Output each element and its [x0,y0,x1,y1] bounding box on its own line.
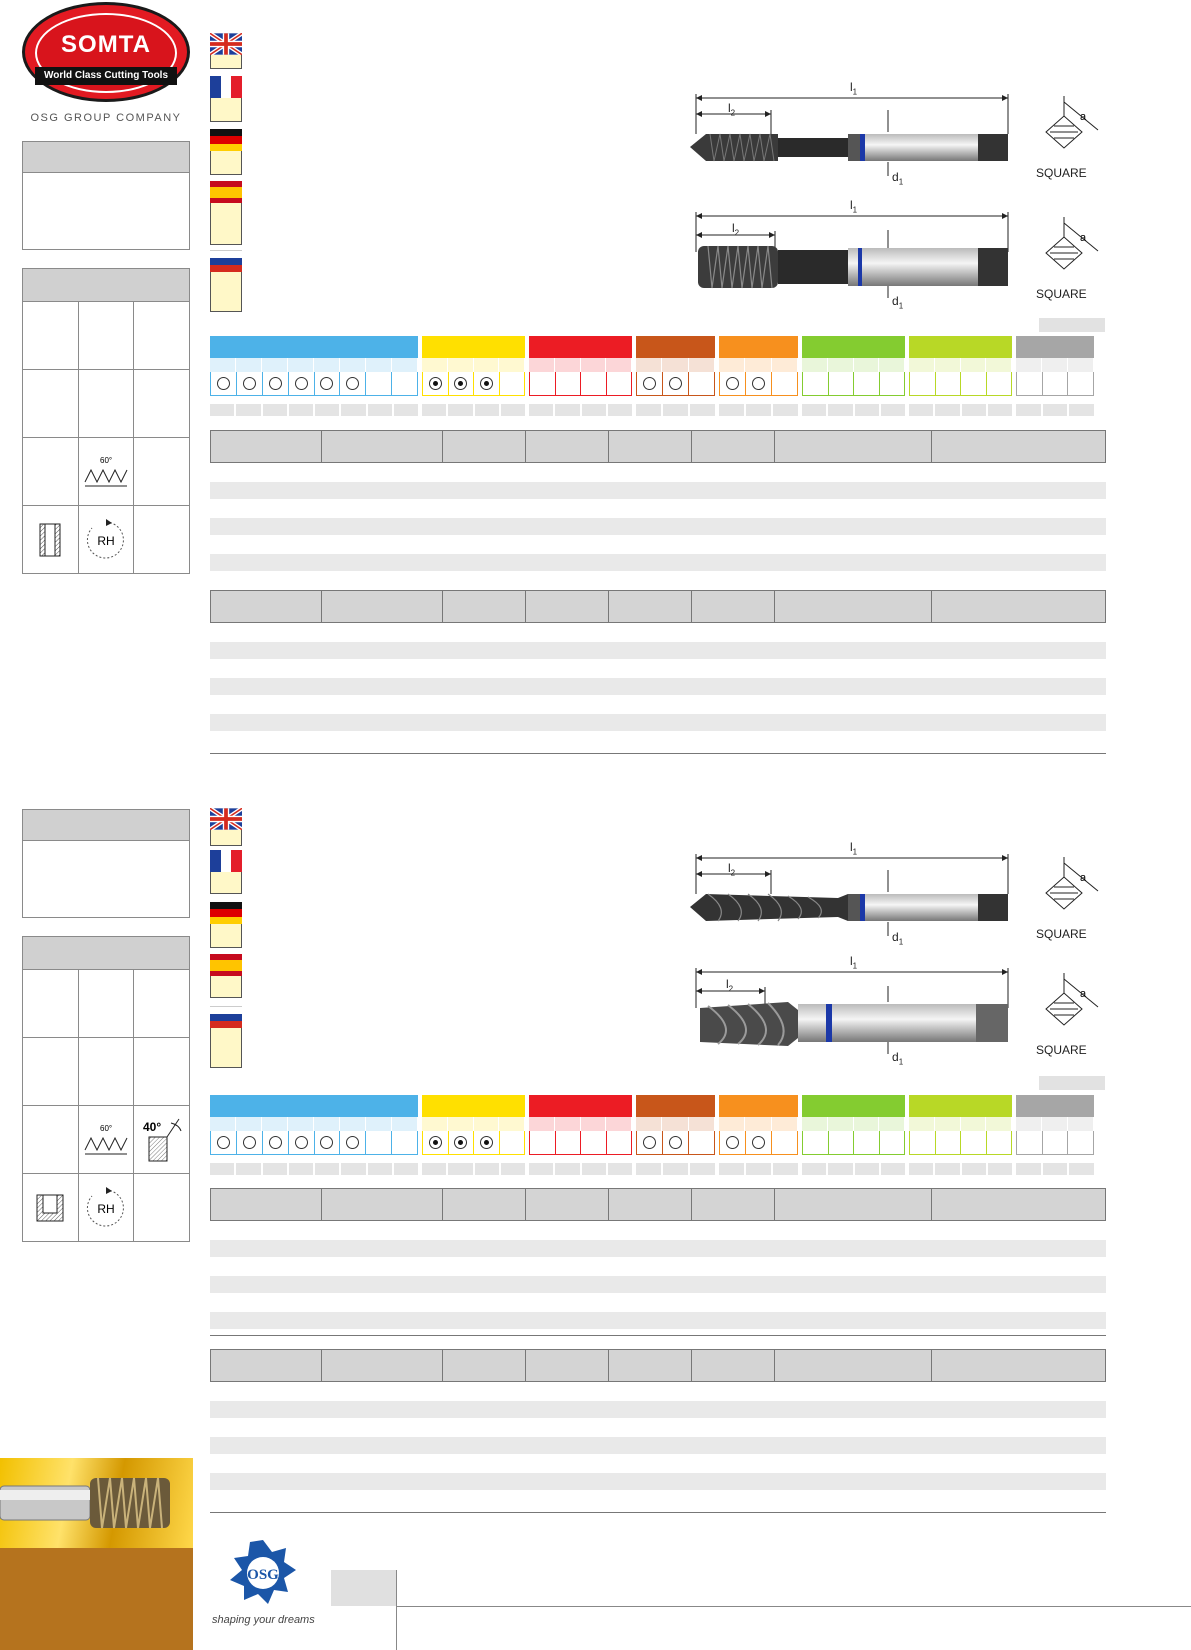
data-table-2a [210,1188,1106,1329]
material-cell [719,1131,746,1155]
de-flag-icon [210,902,242,924]
material-cell [909,372,936,396]
material-cell [746,372,772,396]
group-company-label: OSG GROUP COMPANY [30,112,182,124]
uk-flag-icon [210,33,242,55]
material-cell [689,372,715,396]
spec-grid-1 [22,268,190,574]
suitable-circle-icon [295,377,308,390]
flag-de [210,129,242,175]
material-group [802,1095,905,1175]
material-cell [854,372,880,396]
table-row [210,714,1106,731]
material-group [636,1095,715,1175]
material-cell [772,1131,798,1155]
svg-text:a: a [1080,988,1087,1000]
es-flag-icon [210,181,242,203]
square-drive-icon-3: a SQUARE [1036,853,1116,943]
square-drive-icon-4: a SQUARE [1036,969,1116,1059]
table-row [210,1437,1106,1454]
material-cell [210,1131,237,1155]
through-hole-icon [23,506,79,573]
material-suitability-table-2 [210,1095,1106,1175]
material-group [909,1095,1012,1175]
section-divider [210,753,1106,754]
material-cell [556,372,582,396]
material-cell [1068,1131,1094,1155]
material-cell [663,1131,689,1155]
fr-flag-icon [210,850,242,872]
material-group [719,336,798,416]
material-group [1016,336,1094,416]
material-group [1016,1095,1094,1175]
material-cell [636,372,663,396]
material-group [529,1095,632,1175]
material-cell [880,372,906,396]
material-cell [1043,372,1069,396]
helix-angle-icon [134,1106,189,1173]
material-cell [829,372,855,396]
table-divider [210,1335,1106,1336]
material-cell [829,1131,855,1155]
recommended-circle-icon [480,1136,493,1149]
material-cell [1016,372,1043,396]
table-row [210,1401,1106,1418]
material-cell [987,1131,1013,1155]
spiral-flute-tap-drawing: $l_1$ $l_2$ $d_1$ [688,844,1112,954]
flag-fr [210,76,242,122]
table-row [210,642,1106,659]
material-cell [581,372,607,396]
material-cell [689,1131,715,1155]
footer-color-block [0,1548,193,1650]
suitable-circle-icon [243,377,256,390]
flag-ru [210,250,242,312]
svg-text:OSG: OSG [247,1567,279,1583]
table-row [210,554,1106,571]
table-row [210,678,1106,695]
material-group [802,336,905,416]
recommended-circle-icon [429,1136,442,1149]
table-header [210,1188,1106,1221]
flag-es [210,181,242,245]
material-cell [392,1131,418,1155]
material-cell [449,372,475,396]
material-cell [1043,1131,1069,1155]
material-cell [263,372,289,396]
flag-es [210,954,242,998]
material-cell [581,1131,607,1155]
table-row [210,1276,1106,1293]
svg-text:60°: 60° [100,455,113,465]
suitable-circle-icon [269,377,282,390]
logo-tagline: World Class Cutting Tools [35,67,177,85]
table-header [210,430,1106,463]
material-cell [289,372,315,396]
suitable-circle-icon [643,377,656,390]
suitable-circle-icon [726,377,739,390]
thread-60-icon [79,1106,135,1173]
material-cell [474,1131,500,1155]
suitable-circle-icon [346,377,359,390]
material-cell [237,372,263,396]
square-drive-icon: a SQUARE [1036,92,1116,182]
material-cell [500,1131,526,1155]
suitable-circle-icon [752,377,765,390]
recommended-circle-icon [454,1136,467,1149]
table-row [210,1473,1106,1490]
svg-text:a: a [1080,111,1087,123]
material-cell [1016,1131,1043,1155]
svg-text:40°: 40° [142,1119,161,1134]
section-divider [210,1512,1106,1513]
blind-hole-icon [23,1174,79,1241]
flag-en [210,808,242,846]
data-table-2b [210,1349,1106,1490]
logo-name: SOMTA [61,31,151,58]
ru-flag-icon [210,1006,242,1028]
suitable-circle-icon [346,1136,359,1149]
table-row [210,518,1106,535]
fr-flag-icon [210,76,242,98]
material-cell [987,372,1013,396]
material-cell [961,1131,987,1155]
svg-text:RH: RH [97,533,115,548]
material-cell [529,372,556,396]
material-cell [210,372,237,396]
suitable-circle-icon [669,1136,682,1149]
material-cell [315,372,341,396]
material-cell [936,372,962,396]
svg-text:a: a [1080,232,1087,244]
thread-60-icon [79,438,135,505]
material-group [529,336,632,416]
suitable-circle-icon [217,1136,230,1149]
somta-logo [22,2,190,102]
material-cell [746,1131,772,1155]
material-cell [607,372,633,396]
material-cell [340,372,366,396]
suitable-circle-icon [320,1136,333,1149]
flag-fr [210,850,242,894]
material-cell [340,1131,366,1155]
table-row [210,1240,1106,1257]
material-cell [880,1131,906,1155]
flag-ru [210,1006,242,1068]
data-table-1b [210,590,1106,731]
material-cell [556,1131,582,1155]
table-header [210,1349,1106,1382]
material-group [422,336,525,416]
suitable-circle-icon [295,1136,308,1149]
straight-flute-tap-drawing: $l_1$ $l_2$ $d_1$ [688,84,1112,194]
data-table-1a [210,430,1106,571]
rh-rotation-icon [79,506,135,573]
recommended-circle-icon [429,377,442,390]
material-cell [772,372,798,396]
material-group [719,1095,798,1175]
spec-grid-2 [22,936,190,1242]
table-header [210,590,1106,623]
material-cell [315,1131,341,1155]
de-flag-icon [210,129,242,151]
material-cell [237,1131,263,1155]
es-flag-icon [210,954,242,976]
suitable-circle-icon [643,1136,656,1149]
material-cell [1068,372,1094,396]
material-cell [854,1131,880,1155]
suitable-circle-icon [243,1136,256,1149]
material-cell [449,1131,475,1155]
recommended-circle-icon [454,377,467,390]
material-group [636,336,715,416]
uk-flag-icon [210,808,242,830]
material-cell [422,1131,449,1155]
material-cell [289,1131,315,1155]
material-cell [366,1131,392,1155]
spiral-flute-tap-photo: $l_1$ $l_2$ $d_1$ [688,958,1112,1068]
flag-de [210,902,242,948]
material-cell [500,372,526,396]
svg-text:60°: 60° [100,1123,113,1133]
square-drive-icon-2: a SQUARE [1036,213,1116,303]
suitable-circle-icon [726,1136,739,1149]
ru-flag-icon [210,250,242,272]
suitable-circle-icon [752,1136,765,1149]
suitable-circle-icon [217,377,230,390]
suitable-circle-icon [269,1136,282,1149]
table-row [210,482,1106,499]
material-cell [366,372,392,396]
svg-text:a: a [1080,872,1087,884]
suitable-circle-icon [669,377,682,390]
material-cell [422,372,449,396]
page-number-box [331,1570,397,1606]
material-cell [909,1131,936,1155]
material-cell [802,372,829,396]
tap-product-photo [0,1458,193,1548]
table-row [210,1312,1106,1329]
product-info-box-2 [22,809,190,918]
material-cell [607,1131,633,1155]
material-cell [636,1131,663,1155]
material-cell [802,1131,829,1155]
material-group [422,1095,525,1175]
material-cell [474,372,500,396]
suitable-circle-icon [320,377,333,390]
recommended-circle-icon [480,377,493,390]
material-cell [663,372,689,396]
product-info-box-1 [22,141,190,250]
flag-en [210,33,242,69]
svg-text:RH: RH [97,1201,115,1216]
material-cell [263,1131,289,1155]
rh-rotation-icon [79,1174,135,1241]
material-cell [719,372,746,396]
material-cell [392,372,418,396]
material-cell [961,372,987,396]
material-group [909,336,1012,416]
material-suitability-table-1 [210,336,1106,416]
straight-flute-tap-photo: $l_1$ $l_2$ $d_1$ [688,202,1112,312]
material-cell [529,1131,556,1155]
footer-tagline: shaping your dreams [212,1614,315,1626]
material-cell [936,1131,962,1155]
material-group [210,336,418,416]
osg-logo [228,1538,298,1608]
material-group [210,1095,418,1175]
